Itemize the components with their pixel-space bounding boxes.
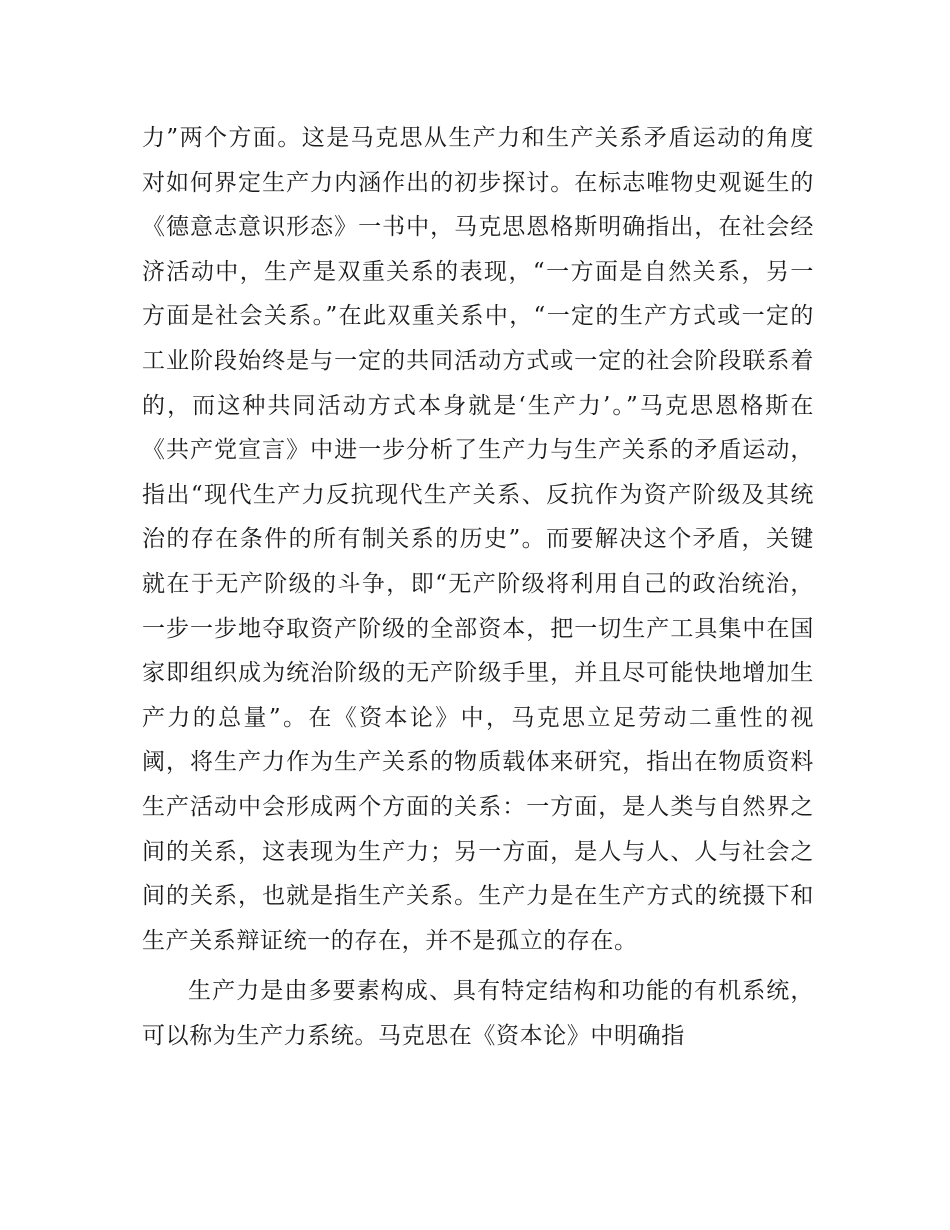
paragraph-productivity-system: 生产力是由多要素构成、具有特定结构和功能的有机系统，可以称为生产力系统。马克思在《资本论》中明确指	[142, 978, 814, 1049]
document-body	[142, 116, 814, 1058]
paragraph-productivity-relations: 力”两个方面。这是马克思从生产力和生产关系矛盾运动的角度对如何界定生产力内涵作出的初步探讨。在标志唯物史观诞生的《德意志意识形态》一书中，马克思恩格斯明确指出，在社会经济活动中，生产是双重关系的表现，“一方面是自然关系，另一方面是社会关系。”在此双重关系中，“一定的生产方式或一定的工业阶段始终是与一定的共同活动方式或一定的社会阶段联系着的，而这种共同活动方式本身就是‘生产力’。”马克思恩格斯在《共产党宣言》中进一步分析了生产力与生产关系的矛盾运动，指出“现代生产力反抗现代生产关系、反抗作为资产阶级及其统治的存在条件的所有制关系的历史”。而要解决这个矛盾，关键就在于无产阶级的斗争，即“无产阶级将利用自己的政治统治，一步一步地夺取资产阶级的全部资本，把一切生产工具集中在国家即组织成为统治阶级的无产阶级手里，并且尽可能快地增加生产力的总量”。在《资本论》中，马克思立足劳动二重性的视阈，将生产力作为生产关系的物质载体来研究，指出在物质资料生产活动中会形成两个方面的关系：一方面，是人类与自然界之间的关系，这表现为生产力；另一方面，是人与人、人与社会之间的关系，也就是指生产关系。生产力是在生产方式的统摄下和生产关系辩证统一的存在，并不是孤立的存在。	[142, 125, 814, 954]
